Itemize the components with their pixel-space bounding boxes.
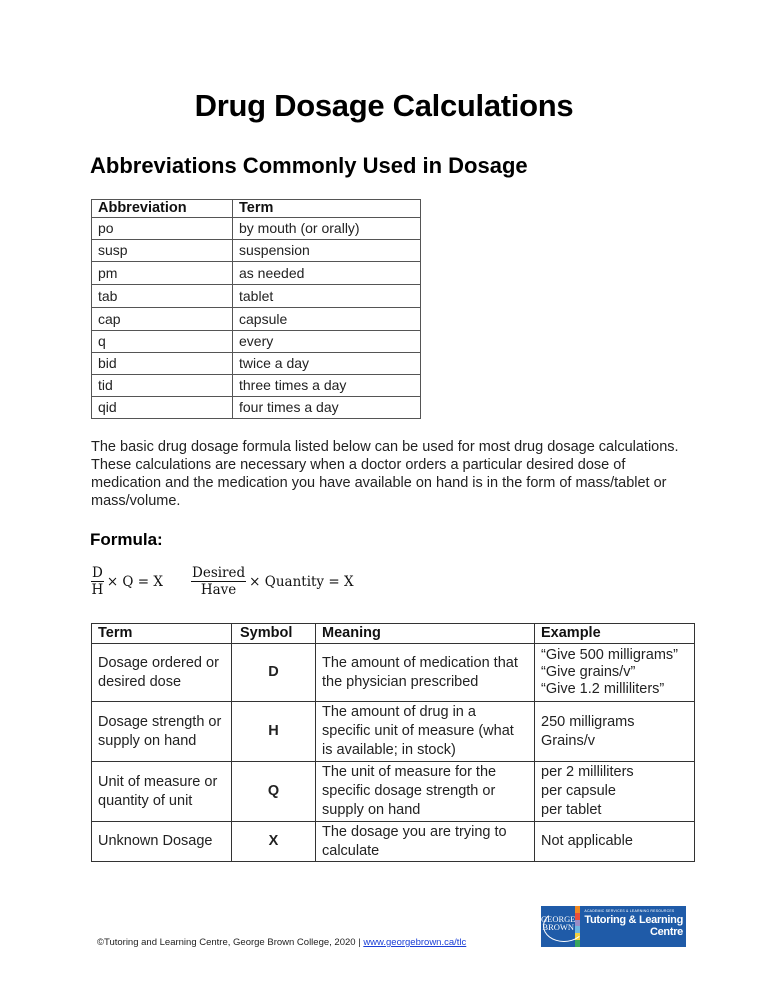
denominator: H [91,582,104,598]
logo-swoosh-icon [543,910,585,942]
logo-text: BROWN [542,922,575,932]
example-line: Not applicable [541,833,633,849]
example-cell [535,822,695,862]
example-line: 250 milligrams [541,713,635,730]
symbol-cell: Q [232,762,316,822]
symbol-cell: H [232,702,316,762]
table-row [92,218,421,240]
example-line: “Give 500 milligrams” [541,647,678,663]
meaning-line: supply on hand [322,802,421,818]
meaning-cell [316,822,535,862]
term-cell: by mouth (or orally) [233,218,421,240]
example-line: per 2 milliliters [541,764,634,780]
example-line: per tablet [541,802,602,818]
term-cell: three times a day [233,375,421,397]
copyright-text: ©Tutoring and Learning Centre, George Brown College, 2020 | [97,937,364,948]
george-brown-logo [541,906,575,947]
meaning-line: is available; in stock) [322,742,456,758]
formula-symbolic [91,565,163,598]
term-line: supply on hand [98,732,197,749]
example-line: per capsule [541,783,616,799]
example-cell [535,702,695,762]
term-cell [92,822,232,862]
term-line: Dosage strength or [98,713,222,730]
meaning-cell [316,644,535,702]
table-header-row [92,200,421,218]
table-row [92,375,421,397]
abbreviation-cell: po [92,218,233,240]
meaning-line: the physician prescribed [322,673,479,690]
column-header-example: Example [535,624,695,644]
formula-rest: × Q = X [106,573,164,590]
meaning-line: The dosage you are trying to [322,823,507,840]
meaning-line: The unit of measure for the [322,764,497,780]
formula-heading: Formula: [90,530,163,549]
abbreviation-cell: susp [92,240,233,262]
abbreviation-cell: cap [92,308,233,331]
meaning-line: specific unit of measure (what [322,723,514,739]
table-row [92,353,421,375]
column-header-term: Term [92,624,232,644]
column-header-meaning: Meaning [316,624,535,644]
column-header-abbreviation: Abbreviation [92,200,233,218]
table-row [92,762,695,822]
table-row [92,397,421,419]
abbreviation-cell: tid [92,375,233,397]
term-line: desired dose [98,673,182,690]
logo-subtitle: ACADEMIC SERVICES & LEARNING RESOURCES [584,909,675,913]
term-cell [92,702,232,762]
term-cell: capsule [233,308,421,331]
terms-table [91,623,695,862]
example-line: “Give grains/v” [541,664,636,680]
term-cell: four times a day [233,397,421,419]
table-row [92,702,695,762]
meaning-cell [316,702,535,762]
intro-paragraph: The basic drug dosage formula listed below can be used for most drug dosage calculations. These calculations are necessary when a doctor orders a particular desired dose of medication and the medication you have available on hand is in the form of mass/tablet or mass/volume. [91,439,679,509]
meaning-line: specific dosage strength or [322,783,496,799]
term-cell: as needed [233,262,421,285]
table-header-row [92,624,695,644]
symbol-cell: D [232,644,316,702]
column-header-symbol: Symbol [232,624,316,644]
symbol-cell: X [232,822,316,862]
table-row [92,644,695,702]
abbreviation-cell: tab [92,285,233,308]
table-row [92,240,421,262]
formula-rest: × Quantity = X [249,573,354,590]
numerator: D [92,565,103,581]
fraction [91,565,104,598]
term-line: Dosage ordered or [98,654,219,671]
abbreviations-heading: Abbreviations Commonly Used in Dosage [90,153,528,178]
abbreviation-cell: qid [92,397,233,419]
logo-name: Tutoring & Learning [584,914,683,926]
term-line: Unit of measure or [98,773,218,790]
numerator: Desired [192,565,246,581]
abbreviation-cell: q [92,331,233,353]
term-line: quantity of unit [98,792,193,809]
term-cell: twice a day [233,353,421,375]
example-cell [535,644,695,702]
fraction [191,565,246,598]
meaning-line: The amount of medication that [322,654,518,671]
abbreviation-cell: bid [92,353,233,375]
footer [97,937,466,948]
table-row [92,285,421,308]
formula-words [191,565,354,598]
abbreviation-cell: pm [92,262,233,285]
term-line: Unknown Dosage [98,833,213,849]
table-row [92,822,695,862]
term-cell: tablet [233,285,421,308]
table-row [92,262,421,285]
tutoring-learning-centre-logo [541,906,686,947]
meaning-line: calculate [322,842,380,859]
denominator: Have [200,582,237,598]
logo-name: Centre [649,926,683,938]
example-line: Grains/v [541,732,595,749]
column-header-term: Term [233,200,421,218]
page-title: Drug Dosage Calculations [194,88,574,123]
term-cell: every [233,331,421,353]
table-row [92,331,421,353]
term-cell [92,762,232,822]
example-cell [535,762,695,822]
meaning-cell [316,762,535,822]
logo-text-block [580,906,686,947]
term-cell [92,644,232,702]
example-line: “Give 1.2 milliliters” [541,681,665,697]
term-cell: suspension [233,240,421,262]
abbreviations-table [91,199,421,419]
meaning-line: The amount of drug in a [322,704,476,720]
logo-text: GEORGE [541,914,576,924]
table-row [92,308,421,331]
website-link[interactable]: www.georgebrown.ca/tlc [363,937,467,948]
